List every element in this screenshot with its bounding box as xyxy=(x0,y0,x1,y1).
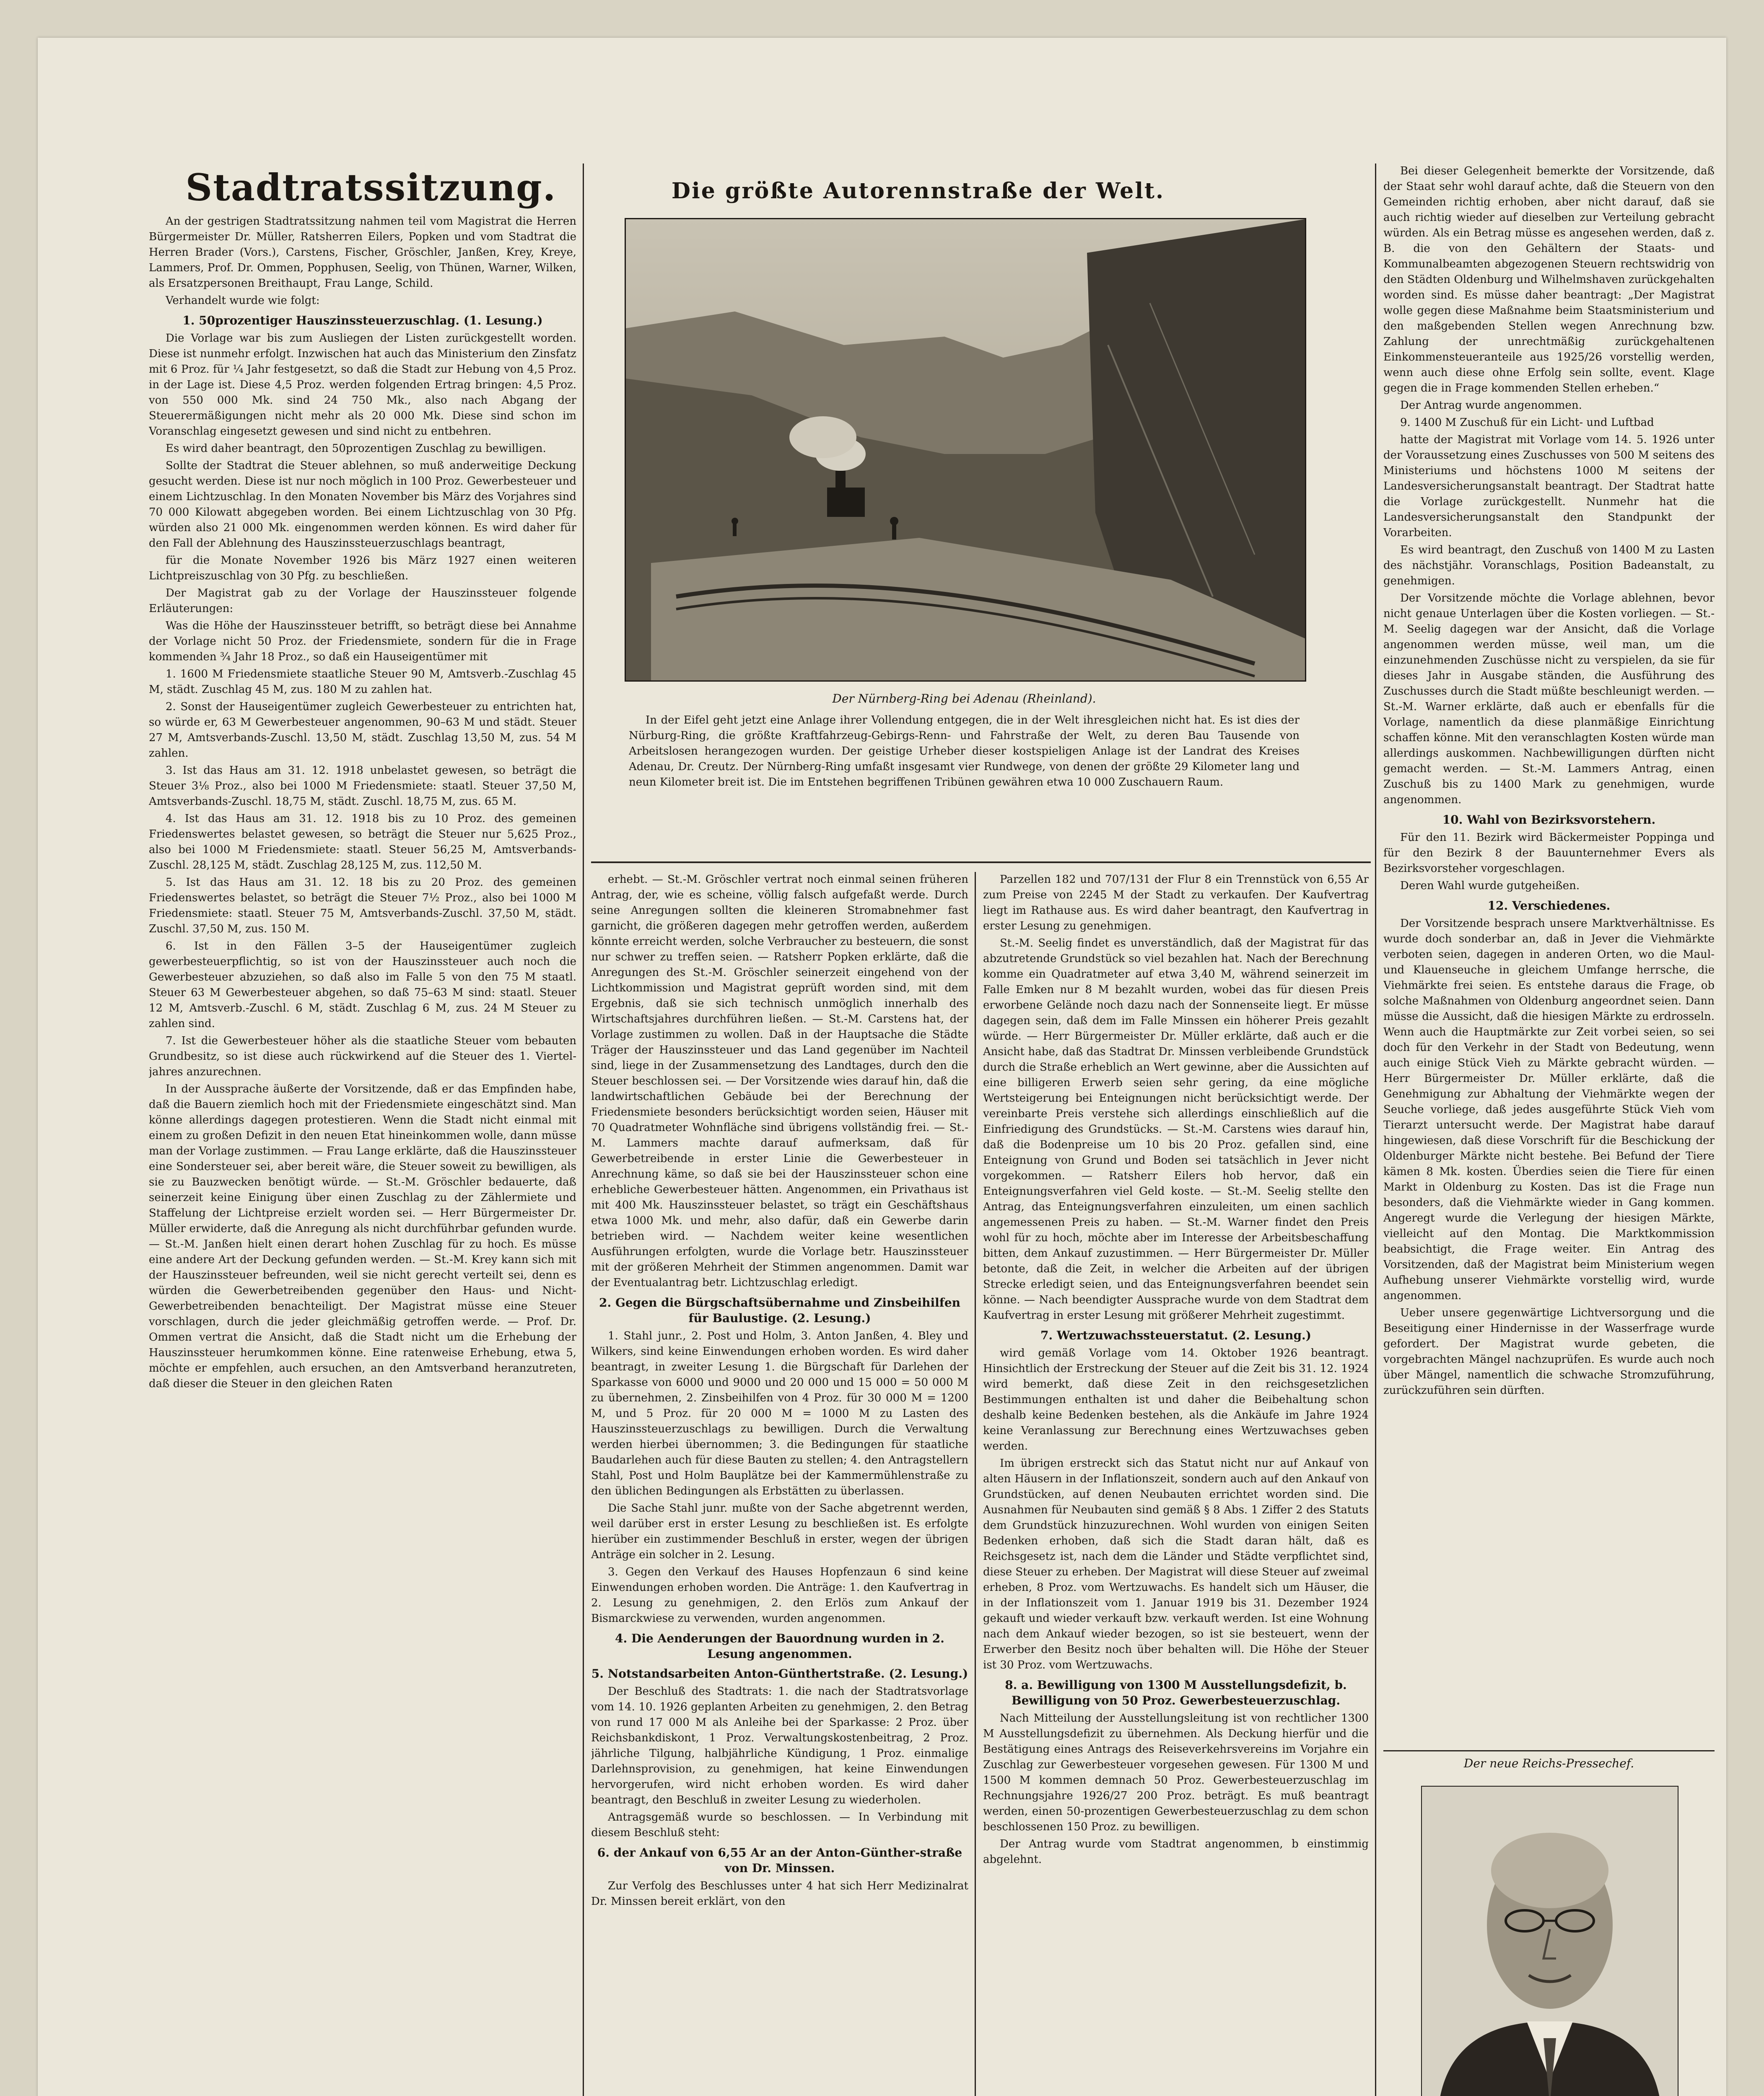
paragraph: 6. Ist in den Fällen 3–5 der Hauseigentümer zugleich gewerbesteuerpflichtig, so ist von der Hauszinssteuer auch noch die Gewerbesteuer abzuziehen, so daß also im Falle 5 von den 75 M staatl. Steuer 63 M Gewerbesteuer abgehen, so daß 75–63 M sind: staatl. Steuer 12 M, Amtsverb.-Zuschl. 6 M, städt. Zuschlag 6 M, zus. 24 M Steuer zu zahlen sind. xyxy=(149,940,576,1030)
paragraph: St.-M. Seelig findet es unverständlich, daß der Magistrat für das abzutretende Grundstück so viel bezahlen hat. Nach der Berechnung komme ein Quadratmeter auf etwa 3,40 M, während seinerzeit im Falle Emken nur 8 M bezahlt wurden, wobei das für diesen Preis erworbene Gelände noch dazu nach der Sonnenseite liegt. Er müsse dagegen sein, daß dem im Falle Minssen ein höherer Preis gezahlt würde. — Herr Bürgermeister Dr. Müller erklärte, daß auch er die Ansicht habe, daß das Stadtrat Dr. Minssen verbleibende Grundstück durch die Straße erheblich an Wert gewinne, aber die Aussichten auf eine billigeren Erwerb seien sehr gering, da eine mögliche Wertsteigerung bei Enteignungen nicht berücksichtigt werde. Der vereinbarte Preis verstehe sich allerdings einschließlich auf die Einfriedigung des Grundstücks. — St.-M. Carstens wies darauf hin, daß die Bodenpreise um 10 bis 20 Proz. gefallen sind, eine Enteignung von Grund und Boden sei tatsächlich in Jever nicht vorgekommen. — Ratsherr Eilers hob hervor, daß ein Enteignungsverfahren viel Geld koste. — St.-M. Seelig stellte den Antrag, das Enteignungsverfahren einzuleiten, um einen sachlich angemessenen Preis zu haben. — St.-M. Warner findet den Preis wohl für zu hoch, möchte aber im Interesse der Arbeitsbeschaffung bitten, dem Ankauf zuzustimmen. — Herr Bürgermeister Dr. Müller betonte, daß die Zeit, in welcher die Arbeiten auf der übrigen Strecke erledigt seien, und das Enteignungsverfahren beendet sein könne. — Nach beendigter Aussprache wurde von dem Stadtrat dem Kaufvertrag in erster Lesung mit größerer Mehrheit zugestimmt. xyxy=(983,937,1369,1322)
paragraph: wird gemäß Vorlage vom 14. Oktober 1926 beantragt. Hinsichtlich der Erstreckung der Steuer auf die Zeit bis 31. 12. 1924 wird bemerkt, daß diese Zeit in den reichsgesetzlichen Bestimmungen enthalten ist und daher die Beibehaltung schon deshalb keine Bedenken bestehen, als die Ankäufe im Jahre 1924 keine Veranlassung zur Berechnung eines Wertzuwachses geben werden. xyxy=(983,1347,1369,1453)
newspaper-page xyxy=(38,38,1726,2096)
column-rule-2 xyxy=(975,872,976,2096)
paragraph: Zur Verfolg des Beschlusses unter 4 hat sich Herr Medizinalrat Dr. Minssen bereit erklärt, von den xyxy=(591,1880,968,1908)
paragraph: Der Vorsitzende möchte die Vorlage ablehnen, bevor nicht genaue Unterlagen über die Kosten vorliegen. — St.-M. Seelig dagegen war der Ansicht, daß die Vorlage angenommen werden müsse, weil man, um die einzunehmenden Zuschüsse nicht zu verspielen, da sie für dieses Jahr in Ausgabe ständen, die Ausführung des Zuschusses durch die Stadt müßte beschleunigt werden. — St.-M. Warner erklärte, daß auch er ebenfalls für die Vorlage, namentlich da diese planmäßige Einrichtung schaffen könne. Mit den veranschlagten Kosten würde man allerdings auskommen. Nachbewilligungen dürften nicht gemacht werden. — St.-M. Lammers Antrag, einen Zuschuß bis zu 1400 Mark zu genehmigen, wurde angenommen. xyxy=(1383,592,1715,806)
paragraph: Bei dieser Gelegenheit bemerkte der Vorsitzende, daß der Staat sehr wohl darauf achte, daß die Steuern von den Gemeinden richtig erhoben, aber nicht darauf, daß sie auch richtig wieder auf dieselben zur Verteilung gebracht würden. Als ein Betrag müsse es angesehen werden, daß z. B. die von den Gehältern der Staats- und Kommunalbeamten abgezogenen Steuern rechtswidrig von den Städten Oldenburg und Wilhelmshaven zurückgehalten worden sind. Es müsse daher beantragt: „Der Magistrat wolle gegen diese Maßnahme beim Staatsministerium und den maßgebenden Stellen wegen Anrechnung bzw. Zahlung der unrechtmäßig zurückgehaltenen Einkommensteueranteile aus 1925/26 vorstellig werden, wenn auch diese ohne Erfolg sein sollte, event. Klage gegen die in Frage kommenden Stellen erheben.“ xyxy=(1383,165,1715,394)
zechlin-portrait xyxy=(1421,1786,1678,2096)
paragraph: Der Antrag wurde vom Stadtrat angenommen, b einstimmig abgelehnt. xyxy=(983,1838,1369,1866)
paragraph: 5. Notstandsarbeiten Anton-Günthertstraße. (2. Lesung.) xyxy=(591,1667,968,1681)
stadtrat-article-text xyxy=(149,214,576,2096)
paragraph: Der Vorsitzende besprach unsere Marktverhältnisse. Es wurde doch sonderbar an, daß in Jever die Viehmärkte verboten seien, dagegen in anderen Orten, wo die Maul- und Klauenseuche in gleichem Umfange herrsche, die Viehmärkte frei seien. Es entstehe daraus die Frage, ob solche Maßnahmen von Oldenburg angeordnet seien. Dann müsse die Aussicht, daß die hiesigen Märkte zu erdrosseln. Wenn auch die Hauptmärkte zur Zeit vorbei seien, so sei doch für den Verkehr in der Stadt von Bedeutung, wenn auch einige Stück Vieh zu Märkte gebracht würden. — Herr Bürgermeister Dr. Müller erklärte, daß die Genehmigung zur Abhaltung der Viehmärkte wegen der Seuche vorliege, daß jedes ausgeführte Stück Vieh vom Tierarzt untersucht werde. Der Magistrat habe darauf hingewiesen, daß diese Vorschrift für die Beschickung der Oldenburger Märkte nicht bestehe. Bei Befund der Tiere kämen 8 Mk. kosten. Überdies seien die Tiere für einen Markt in Oldenburg zu Kosten. Das ist die Frage nun besonders, daß die Viehmärkte wieder in Gang kommen. Angeregt wurde die Verlegung der hiesigen Märkte, vielleicht auf den Montag. Die Marktkommission beabsichtigt, die Frage weiter. Ein Antrag des Vorsitzenden, daß der Magistrat beim Ministerium wegen Aufhebung unserer Viehmärkte vorstellig wird, wurde angenommen. xyxy=(1383,917,1715,1302)
paragraph: An der gestrigen Stadtratssitzung nahmen teil vom Magistrat die Herren Bürgermeister Dr. Müller, Ratsherren Eilers, Popken und vom Stadtrat die Herren Brader (Vors.), Carstens, Fischer, Gröschler, Janßen, Krey, Kreye, Lammers, Prof. Dr. Ommen, Popphusen, Seelig, von Thünen, Warner, Wilken, als Ersatzpersonen Breithaupt, Frau Lange, Schild. xyxy=(149,215,576,290)
paragraph: Parzellen 182 und 707/131 der Flur 8 ein Trennstück von 6,55 Ar zum Preise von 2245 M der Stadt zu verkaufen. Der Kaufvertrag liegt im Rathause aus. Es wird daher beantragt, den Kaufvertrag in erster Lesung zu genehmigen. xyxy=(983,873,1369,932)
paragraph: 9. 1400 M Zuschuß für ein Licht- und Luftbad xyxy=(1400,416,1654,429)
stadtrat-continued-text-2 xyxy=(983,872,1369,2096)
paragraph: Deren Wahl wurde gutgeheißen. xyxy=(1400,879,1580,892)
paragraph: 2. Sonst der Hauseigentümer zugleich Gewerbesteuer zu entrichten hat, so würde er, 63 M Gewerbesteuer angenommen, 90–63 M und städt. Steuer 27 M, Amtsverbands-Zuschl. 13,50 M, städt. Zuschlag 13,50 M, zus. 54 M zahlen. xyxy=(149,700,576,760)
paragraph: 10. Wahl von Bezirksvorstehern. xyxy=(1442,813,1656,827)
right-column-text xyxy=(1383,163,1715,1744)
paragraph: 1. Stahl junr., 2. Post und Holm, 3. Anton Janßen, 4. Bley und Wilkers, sind keine Einwendungen erhoben worden. Es wird daher beantragt, in zweiter Lesung 1. die Bürgschaft für Darlehen der Sparkasse von 6000 und 9000 und 20 000 und 15 000 = 50 000 M zu übernehmen, 2. Zinsbeihilfen von 4 Proz. für 30 000 M = 1200 M, und 5 Proz. für 20 000 M = 1000 M zu Lasten des Hauszinssteuerzuschlags zu bewilligen. Durch die Verwaltung werden hierbei übernommen; 3. die Bedingungen für staatliche Baudarlehen auch für diese Bauten zu stellen; 4. den Antragstellern Stahl, Post und Holm Bauplätze bei der Kammermühlenstraße zu den üblichen Bedingungen als Erbstätten zu überlassen. xyxy=(591,1330,968,1497)
paragraph: Für den 11. Bezirk wird Bäckermeister Poppinga und für den Bezirk 8 der Bauunternehmer Evers als Bezirksvorsteher vorgeschlagen. xyxy=(1383,831,1715,875)
paragraph: 8. a. Bewilligung von 1300 M Ausstellungsdefizit, b. Bewilligung von 50 Proz. Gewerbesteuerzuschlag. xyxy=(1005,1678,1347,1707)
section-rule xyxy=(591,861,1371,863)
paragraph: 4. Ist das Haus am 31. 12. 1918 bis zu 10 Proz. des gemeinen Friedenswertes belastet gewesen, so beträgt die Steuer nur 5,625 Proz., also bei 1000 M Friedensmiete: staatl. Steuer 56,25 M, Amtsverbands-Zuschl. 28,125 M, städt. Zuschlag 28,125 M, zus. 112,50 M. xyxy=(149,812,576,872)
paragraph: 5. Ist das Haus am 31. 12. 18 bis zu 20 Proz. des gemeinen Friedenswertes belastet, so beträgt die Steuer 7½ Proz., also bei 1000 M Friedensmiete: staatl. Steuer 75 M, Amtsverbands-Zuschl. 37,50 M, städt. Zuschl. 37,50 M, zus. 150 M. xyxy=(149,876,576,935)
paragraph: Verhandelt wurde wie folgt: xyxy=(166,294,320,307)
paragraph: Die Sache Stahl junr. mußte von der Sache abgetrennt werden, weil darüber erst in erster Lesung zu beschließen ist. Es erfolgte hierüber ein zustimmender Beschluß in erster, wegen der übrigen Anträge ein solcher in 2. Lesung. xyxy=(591,1502,968,1561)
photo-caption: Der Nürnberg-Ring bei Adenau (Rheinland). xyxy=(832,692,1096,706)
stadtrat-continued-text xyxy=(591,872,968,2096)
paragraph: hatte der Magistrat mit Vorlage vom 14. 5. 1926 unter der Voraussetzung eines Zuschusses von 500 M seitens des Ministeriums und höchstens 1000 M seitens der Landesversicherungsanstalt beantragt. Der Stadtrat hatte die Vorlage zurückgestellt. Nunmehr hat die Landesversicherungsanstalt den Standpunkt der Vorarbeiten. xyxy=(1383,433,1715,539)
paragraph: 1. 1600 M Friedensmiete staatliche Steuer 90 M, Amtsverb.-Zuschlag 45 M, städt. Zuschlag 45 M, zus. 180 M zu zahlen hat. xyxy=(149,668,576,696)
paragraph: Der Antrag wurde angenommen. xyxy=(1400,399,1582,412)
paragraph: 1. 50prozentiger Hauszinssteuerzuschlag. (1. Lesung.) xyxy=(182,314,543,327)
paragraph: Ueber unsere gegenwärtige Lichtversorgung und die Beseitigung einer Hindernisse in der Wasserfrage wurde gefordert. Der Magistrat wurde gebeten, die vorgebrachten Mängel nachzuprüfen. Es wurde auch noch über Mängel, namentlich die schwache Stromzuführung, zurückzuführen sein dürften. xyxy=(1383,1307,1715,1397)
paragraph: 7. Ist die Gewerbesteuer höher als die staatliche Steuer vom bebauten Grundbesitz, so ist diese auch rückwirkend auf die Steuer des 1. Viertel-jahres anzurechnen. xyxy=(149,1035,576,1078)
paragraph: Der Magistrat gab zu der Vorlage der Hauszinssteuer folgende Erläuterungen: xyxy=(149,587,576,615)
paragraph: Nach Mitteilung der Ausstellungsleitung ist von rechtlicher 1300 M Ausstellungsdefizit zu übernehmen. Als Deckung hierfür und die Bestätigung eines Antrags des Reiseverkehrsvereins im Vorjahre ein Zuschlag zur Gewerbesteuer vorgesehen gewesen. Für 1300 M und 1500 M kommen demnach 50 Proz. Gewerbesteuerzuschlag im Rechnungsjahre 1926/27 200 Proz. beträgt. Es muß beantragt werden, einen 50-prozentigen Gewerbesteuerzuschlag zu dem schon beschlossenen 150 Proz. zu bewilligen. xyxy=(983,1712,1369,1833)
paragraph: Antragsgemäß wurde so beschlossen. — In Verbindung mit diesem Beschluß steht: xyxy=(591,1811,968,1839)
stadtrat-heading: Stadtratssitzung. xyxy=(185,166,557,209)
paragraph: In der Aussprache äußerte der Vorsitzende, daß er das Empfinden habe, daß die Bauern ziemlich hoch mit der Friedensmiete eingeschätzt sind. Man könne allerdings dagegen protestieren. Wenn die Stadt nicht einmal mit einem zu großen Defizit in den neuen Etat hineinkommen wolle, dann müsse man der Vorlage zustimmen. — Frau Lange erklärte, daß die Hauszinssteuer eine Sondersteuer sei, aber bereit wäre, die Steuer soweit zu bewilligen, als sie zu Bauzwecken benötigt würde. — St.-M. Gröschler bedauerte, daß seinerzeit keine Einigung über einen Zuschlag zu der Zählermiete und Staffelung der Lichtpreise erzielt worden sei. — Herr Bürgermeister Dr. Müller erwiderte, daß die Anregung als nicht durchführbar gefunden wurde. — St.-M. Janßen hielt einen derart hohen Zuschlag für zu hoch. Es müsse eine andere Art der Deckung gefunden werden. — St.-M. Krey kann sich mit der Hauszinssteuer befreunden, weil sie nicht gerecht verteilt sei, denn es würden die Gewerbetreibenden gegenüber den Haus- und Nicht-Gewerbetreibenden benachteiligt. Der Magistrat müsse eine Steuer vorschlagen, durch die jeder gleichmäßig getroffen werde. — Prof. Dr. Ommen vertrat die Ansicht, daß die Stadt nicht um die Erhebung der Hauszinssteuer herumkommen könne. Eine ratenweise Erhebung, etwa 5, möchte er empfehlen, auch ersuchen, an den Amtsverband heranzutreten, daß dieser die Steuer in den gleichen Raten xyxy=(149,1083,576,1390)
column-rule-3 xyxy=(1375,163,1376,2096)
paragraph: Was die Höhe der Hauszinssteuer betrifft, so beträgt diese bei Annahme der Vorlage nicht 50 Proz. der Friedensmiete, sondern für die in Frage kommenden ¾ Jahr 18 Proz., so daß ein Hauseigentümer mit xyxy=(149,620,576,663)
racetrack-heading: Die größte Autorennstraße der Welt. xyxy=(671,178,1165,204)
column-rule-1 xyxy=(583,163,584,2096)
paragraph: Der Beschluß des Stadtrats: 1. die nach der Stadtratsvorlage vom 14. 10. 1926 geplanten Arbeiten zu genehmigen, 2. den Betrag von rund 17 000 M als Anleihe bei der Sparkasse: 2 Proz. über Reichsbankdiskont, 1 Proz. Verwaltungskostenbeitrag, 2 Proz. jährliche Tilgung, halbjährliche Kündigung, 1 Proz. einmalige Darlehnsprovision, zu genehmigen, hat keine Einwendungen hervorgerufen, wird nicht erhoben worden. Es wird daher beantragt, den Beschluß in zweiter Lesung zu wiederholen. xyxy=(591,1685,968,1806)
paragraph: 3. Ist das Haus am 31. 12. 1918 unbelastet gewesen, so beträgt die Steuer 3⅛ Proz., also bei 1000 M Friedensmiete: staatl. Steuer 37,50 M, Amtsverbands-Zuschl. 18,75 M, städt. Zuschl. 18,75 M, zus. 65 M. xyxy=(149,764,576,808)
racetrack-text: In der Eifel geht jetzt eine Anlage ihrer Vollendung entgegen, die in der Welt ihresgleichen nicht hat. Es ist dies der Nürburg-Ring, die größte Kraftfahrzeug-Gebirgs-Renn- und Fahrstraße der Welt, zu deren Bau Tausende von Arbeitslosen herangezogen wurden. Der geistige Urheber dieser kostspieligen Anlage ist der Landrat des Kreises Adenau, Dr. Creutz. Der Nürnberg-Ring umfaßt insgesamt vier Rundwege, von denen der größte 29 Kilometer lang und neun Kilometer breit ist. Die im Entstehen begriffenen Tribünen gewähren etwa 10 000 Zuschauern Raum. xyxy=(629,714,1300,789)
paragraph: Es wird beantragt, den Zuschuß von 1400 M zu Lasten des nächstjähr. Voranschlags, Position Badeanstalt, zu genehmigen. xyxy=(1383,544,1715,587)
paragraph: Im übrigen erstreckt sich das Statut nicht nur auf Ankauf von alten Häusern in der Inflationszeit, sondern auch auf den Ankauf von Grundstücken, auf denen Neubauten errichtet worden sind. Die Ausnahmen für Neubauten sind gemäß § 8 Abs. 1 Ziffer 2 des Statuts dem Grundstück hinzuzurechnen. Wohl wurden von einigen Seiten Bedenken erhoben, daß sich die Stadt daran hält, daß es Reichsgesetz ist, nach dem die Länder und Städte verpflichtet sind, diese Steuer zu erheben. Der Magistrat will diese Steuer auf zweimal erheben, 8 Proz. vom Wertzuwachs. Es handelt sich um Häuser, die in der Inflationszeit vom 1. Januar 1919 bis 31. Dezember 1924 gekauft und wieder verkauft bzw. verkauft werden. Ist eine Wohnung nach dem Ankauf wieder bezogen, so ist sie besteuert, wenn der Erwerber den Besitz noch über behalten will. Die Höhe der Steuer ist 30 Proz. vom Wertzuwachs. xyxy=(983,1457,1369,1671)
paragraph: erhebt. — St.-M. Gröschler vertrat noch einmal seinen früheren Antrag, der, wie es scheine, völlig falsch aufgefaßt werde. Durch seine Anregungen sollten die kleineren Stromabnehmer fast garnicht, die größeren dagegen mehr getroffen werden, außerdem könnte erreicht werden, solche Verbraucher zu besteuern, die sonst nur schwer zu treffen seien. — Ratsherr Popken erklärte, daß die Anregungen des St.-M. Gröschler seinerzeit eingehend von der Lichtkommission und Magistrat geprüft worden sind, mit dem Ergebnis, daß sie sich technisch unmöglich innerhalb des Wirtschaftsjahres durchführen ließen. — St.-M. Carstens hat, der Vorlage zustimmen zu wollen. Daß in der Hauptsache die Städte Träger der Hauszinssteuer und das Land gegenüber im Nachteil sind, liege in der Zusammensetzung des Landtages, durch den die Steuer beschlossen sei. — Der Vorsitzende wies darauf hin, daß die landwirtschaftlichen Gebäude bei der Berechnung der Friedensmiete besonders berücksichtigt worden seien, Häuser mit 70 Quadratmeter Wohnfläche sind übrigens vollständig frei. — St.-M. Lammers machte darauf aufmerksam, daß für Gewerbetreibende in erster Linie die Gewerbesteuer in Anrechnung käme, so daß sie bei der Hauszinssteuer schon eine erhebliche Gewerbesteuer hätten. Angenommen, ein Privathaus ist mit 400 Mk. Hauszinssteuer belastet, so trägt ein Geschäftshaus etwa 1000 Mk. und mehr, also dafür, daß ein Gewerbe darin betrieben wird. — Nachdem weiter keine wesentlichen Ausführungen erfolgten, wurde die Vorlage betr. Hauszinssteuer mit der größeren Mehrheit der Stimmen angenommen. Damit war der Eventualantrag betr. Lichtzuschlag erledigt. xyxy=(591,873,968,1289)
paragraph: 2. Gegen die Bürgschaftsübernahme und Zinsbeihilfen für Baulustige. (2. Lesung.) xyxy=(599,1296,961,1325)
paragraph: 7. Wertzuwachssteuerstatut. (2. Lesung.) xyxy=(1040,1328,1312,1342)
paragraph: 6. der Ankauf von 6,55 Ar an der Anton-Günther-straße von Dr. Minssen. xyxy=(597,1846,962,1875)
paragraph: 4. Die Aenderungen der Bauordnung wurden in 2. Lesung angenommen. xyxy=(615,1632,944,1661)
paragraph: 3. Gegen den Verkauf des Hauses Hopfenzaun 6 sind keine Einwendungen erhoben worden. Die Anträge: 1. den Kaufvertrag in 2. Lesung zu genehmigen, 2. den Erlös zum Ankauf der Bismarckwiese zu verwenden, wurden angenommen. xyxy=(591,1566,968,1625)
nuerburgring-photo xyxy=(625,218,1306,682)
portrait-title: Der neue Reichs-Pressechef. xyxy=(1463,1756,1634,1770)
paragraph: Sollte der Stadtrat die Steuer ablehnen, so muß anderweitige Deckung gesucht werden. Diese ist nur noch möglich in 100 Proz. Gewerbesteuer und einem Lichtzuschlag. In den Monaten November bis März des Vorjahres sind 70 000 Kilowatt abgegeben worden. Bei einem Lichtzuschlag von 30 Pfg. würden also 21 000 Mk. eingenommen werden können. Es wird daher für den Fall der Ablehnung des Hauszinssteuerzuschlags beantragt, xyxy=(149,459,576,550)
paragraph: Die Vorlage war bis zum Ausliegen der Listen zurückgestellt worden. Diese ist nunmehr erfolgt. Inzwischen hat auch das Ministerium den Zinsfatz mit 6 Proz. für ¼ Jahr festgesetzt, so daß die Stadt zur Hebung von 4,5 Proz. in der Lage ist. Diese 4,5 Proz. werden folgenden Ertrag bringen: 4,5 Proz. von 550 000 Mk. sind 24 750 Mk., also nach Abgang der Steuerermäßigungen nicht mehr als 20 000 Mk. Diese sind schon im Voranschlag eingesetzt gewesen und sind nicht zu entbehren. xyxy=(149,332,576,438)
paragraph: Es wird daher beantragt, den 50prozentigen Zuschlag zu bewilligen. xyxy=(166,442,546,455)
portrait-rule xyxy=(1383,1750,1715,1751)
paragraph: 12. Verschiedenes. xyxy=(1487,899,1611,913)
paragraph: für die Monate November 1926 bis März 1927 einen weiteren Lichtpreiszuschlag von 30 Pfg. zu beschließen. xyxy=(149,554,576,582)
